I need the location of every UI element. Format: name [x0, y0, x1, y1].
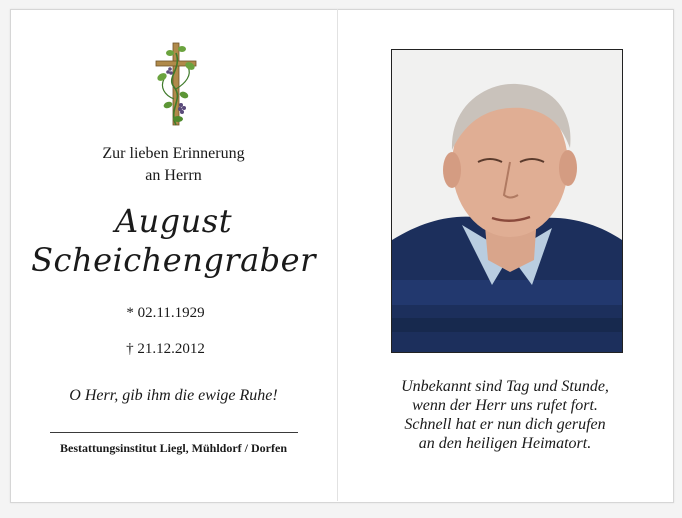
verse-line: wenn der Herr uns rufet fort. — [412, 397, 598, 414]
first-name: August — [114, 202, 233, 240]
vine-cross-icon — [148, 39, 204, 129]
right-panel — [338, 9, 672, 501]
prayer-line: O Herr, gib ihm die ewige Ruhe! — [69, 387, 278, 404]
divider — [50, 432, 298, 433]
birth-date: * 02.11.1929 — [126, 305, 205, 321]
memorial-verse — [338, 377, 672, 453]
verse-line: Unbekannt sind Tag und Stunde, — [401, 378, 609, 395]
last-name: Scheichengraber — [31, 241, 316, 279]
portrait-photo — [391, 49, 623, 353]
verse-line: Schnell hat er nun dich gerufen — [404, 416, 606, 433]
intro-line-1: Zur lieben Erinnerung — [102, 145, 245, 162]
undertaker-credit: Bestattungsinstitut Liegl, Mühldorf / Dorfen — [59, 441, 287, 455]
verse-line: an den heiligen Heimatort. — [418, 435, 592, 452]
death-date: † 21.12.2012 — [126, 341, 205, 357]
left-panel — [10, 9, 337, 501]
intro-line-2: an Herrn — [145, 167, 202, 184]
